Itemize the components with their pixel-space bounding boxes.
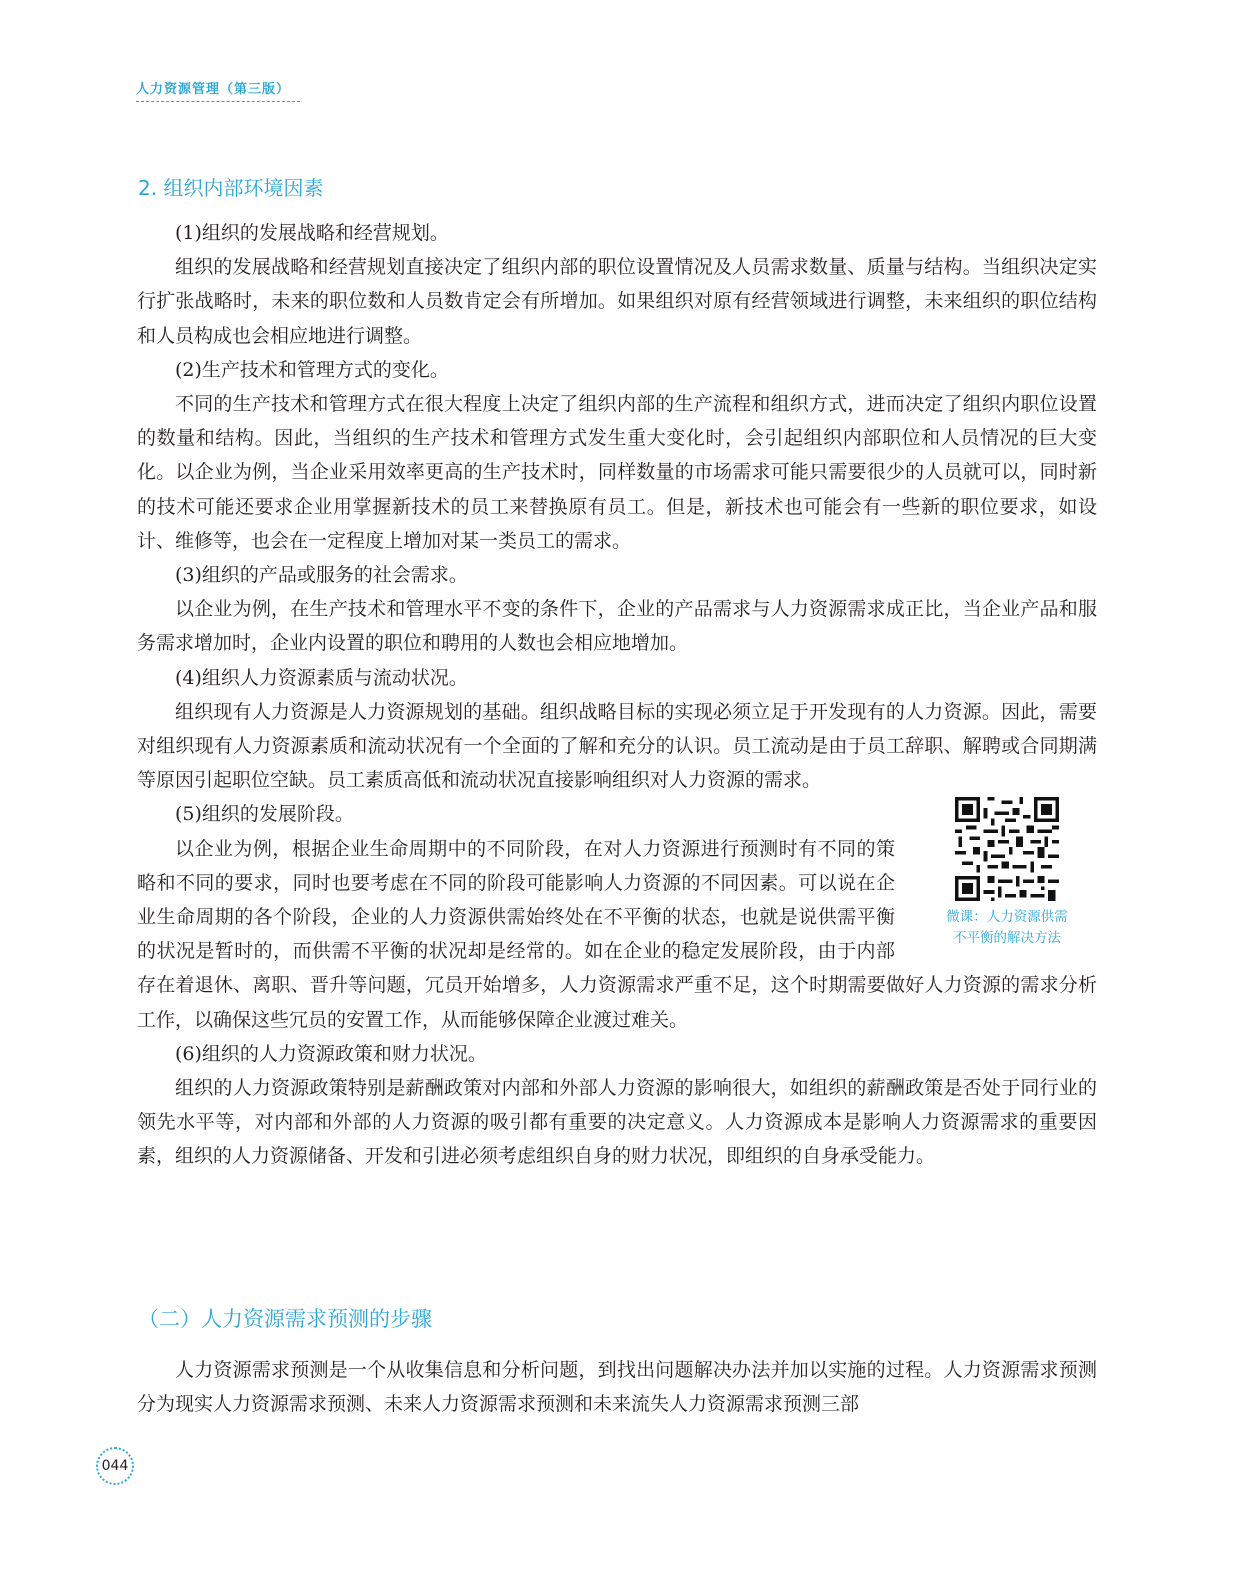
paragraph: 不同的生产技术和管理方式在很大程度上决定了组织内部的生产流程和组织方式，进而决定了组织内职位设置的数量和结构。因此，当组织的生产技术和管理方式发生重大变化时，会引起组织内部职位和人员情况的巨大变化。以企业为例，当企业采用效率更高的生产技术时，同样数量的市场需求可能只需要很少的人员就可以，同时新的技术可能还要求企业用掌握新技术的员工来替换原有员工。但是，新技术也可能会有一些新的职位要求，如设计、维修等，也会在一定程度上增加对某一类员工的需求。 [137, 393, 1097, 552]
header-rule [136, 101, 300, 102]
paragraph: 组织的人力资源政策特别是薪酬政策对内部和外部人力资源的影响很大，如组织的薪酬政策是否处于同行业的领先水平等，对内部和外部的人力资源的吸引都有重要的决定意义。人力资源成本是影响人力资源需求的重要因素，组织的人力资源储备、开发和引进必须考虑组织自身的财力状况，即组织的自身承受能力。 [137, 1077, 1097, 1168]
qr-code-icon[interactable] [955, 797, 1059, 901]
body-text [137, 216, 1097, 1174]
paragraph: 组织的发展战略和经营规划直接决定了组织内部的职位设置情况及人员需求数量、质量与结构。当组织决定实行扩张战略时，未来的职位数和人员数肯定会有所增加。如果组织对原有经营领域进行调整，未来组织的职位结构和人员构成也会相应地进行调整。 [137, 256, 1097, 347]
paragraph-heading-6: (6)组织的人力资源政策和财力状况。 [175, 1042, 487, 1065]
paragraph: 人力资源需求预测是一个从收集信息和分析问题，到找出问题解决办法并加以实施的过程。人力资源需求预测分为现实人力资源需求预测、未来人力资源需求预测和未来流失人力资源需求预测三部 [137, 1359, 1097, 1416]
paragraph-heading-4: (4)组织人力资源素质与流动状况。 [175, 666, 468, 689]
page-number: 044 [96, 1447, 134, 1485]
running-header: 人力资源管理（第三版） [136, 82, 291, 97]
qr-caption-line-1: 微课：人力资源供需 [946, 909, 1068, 926]
qr-caption-line-2: 不平衡的解决方法 [953, 930, 1061, 947]
subsection-title: （二）人力资源需求预测的步骤 [138, 1307, 432, 1331]
paragraph-heading-1: (1)组织的发展战略和经营规划。 [175, 222, 449, 244]
paragraph: 以企业为例，在生产技术和管理水平不变的条件下，企业的产品需求与人力资源需求成正比，当企业产品和服务需求增加时，企业内设置的职位和聘用的人数也会相应地增加。 [137, 598, 1097, 655]
body-text-2 [137, 1353, 1097, 1421]
paragraph: 组织现有人力资源是人力资源规划的基础。组织战略目标的实现必须立足于开发现有的人力资源。因此，需要对组织现有人力资源素质和流动状况有一个全面的了解和充分的认识。员工流动是由于员工辞职、解聘或合同期满等原因引起职位空缺。员工素质高低和流动状况直接影响组织对人力资源的需求。 [137, 700, 1097, 792]
qr-caption [946, 907, 1068, 949]
paragraph: 以企业为例，根据企业生命周期中的不同阶段，在对人力资源进行预测时有不同的策略和不同的要求，同时也要考虑在不同的阶段可能影响人力资源的不同因素。可以说在企业生命周期的各个阶段，企业的人力资源供需始终处在不平衡的状态，也就是说供需平衡的状况是暂时的，而供需不平衡的状况却是经常的。如在企业的稳定发展阶段，由于内部存在着退休、离职、晋升等问题，冗员开始增多，人力资源需求严重不足，这个时期需要做好人力资源的需求分析工作，以确保这些冗员的安置工作，从而能够保障企业渡过难关。 [137, 837, 1097, 1031]
paragraph-heading-2: (2)生产技术和管理方式的变化。 [175, 358, 449, 381]
paragraph-heading-3: (3)组织的产品或服务的社会需求。 [175, 564, 468, 587]
section-title: 2. 组织内部环境因素 [138, 176, 324, 200]
paragraph-heading-5: (5)组织的发展阶段。 [175, 803, 354, 826]
qr-block [917, 797, 1097, 967]
